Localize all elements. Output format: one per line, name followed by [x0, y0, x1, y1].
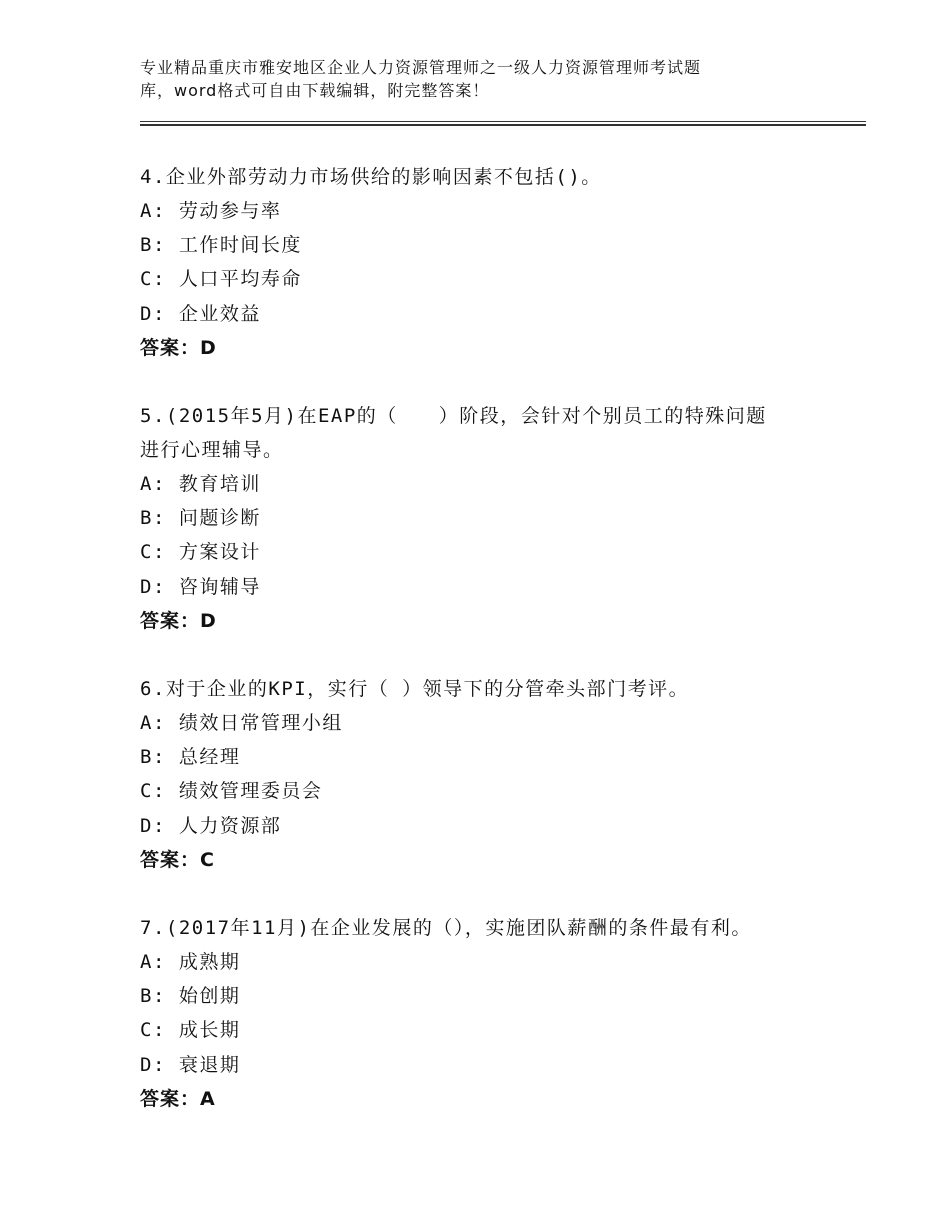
- question-4: [140, 160, 810, 365]
- option-b: B: 工作时间长度: [140, 234, 302, 257]
- question-7: [140, 911, 810, 1116]
- option-b: B: 总经理: [140, 746, 241, 769]
- option-a: A: 教育培训: [140, 473, 261, 495]
- question-stem-line-2: 进行心理辅导。: [140, 439, 284, 461]
- question-5: [140, 399, 810, 638]
- option-c: C: 绩效管理委员会: [140, 780, 323, 803]
- document-header: [140, 56, 780, 102]
- option-d: D: 企业效益: [140, 302, 261, 325]
- header-title-line-2: 库，word格式可自由下载编辑，附完整答案！: [140, 81, 490, 100]
- option-d: D: 衰退期: [140, 1053, 241, 1076]
- option-b: B: 始创期: [140, 985, 241, 1008]
- question-stem: 6.对于企业的KPI，实行（ ）领导下的分管牵头部门考评。: [140, 678, 690, 700]
- option-c: C: 方案设计: [140, 541, 261, 564]
- question-stem: 7.(2017年11月)在企业发展的（），实施团队薪酬的条件最有利。: [140, 917, 752, 939]
- option-b: B: 问题诊断: [140, 507, 261, 530]
- option-c: C: 人口平均寿命: [140, 268, 302, 291]
- header-divider-top: [140, 121, 866, 122]
- option-d: D: 人力资源部: [140, 814, 282, 837]
- answer: 答案：A: [140, 1087, 216, 1110]
- option-a: A: 劳动参与率: [140, 200, 282, 222]
- question-6: [140, 672, 810, 877]
- option-a: A: 绩效日常管理小组: [140, 712, 343, 734]
- header-title-line-1: 专业精品重庆市雅安地区企业人力资源管理师之一级人力资源管理师考试题: [140, 58, 702, 77]
- answer: 答案：C: [140, 848, 215, 871]
- option-d: D: 咨询辅导: [140, 575, 261, 598]
- question-stem: 4.企业外部劳动力市场供给的影响因素不包括()。: [140, 166, 602, 188]
- answer: 答案：D: [140, 609, 217, 632]
- answer: 答案：D: [140, 336, 217, 359]
- header-divider-bottom: [140, 124, 866, 126]
- option-c: C: 成长期: [140, 1019, 241, 1042]
- option-a: A: 成熟期: [140, 951, 241, 973]
- question-stem-line-1: 5.(2015年5月)在EAP的（ ）阶段，会针对个别员工的特殊问题: [140, 405, 767, 427]
